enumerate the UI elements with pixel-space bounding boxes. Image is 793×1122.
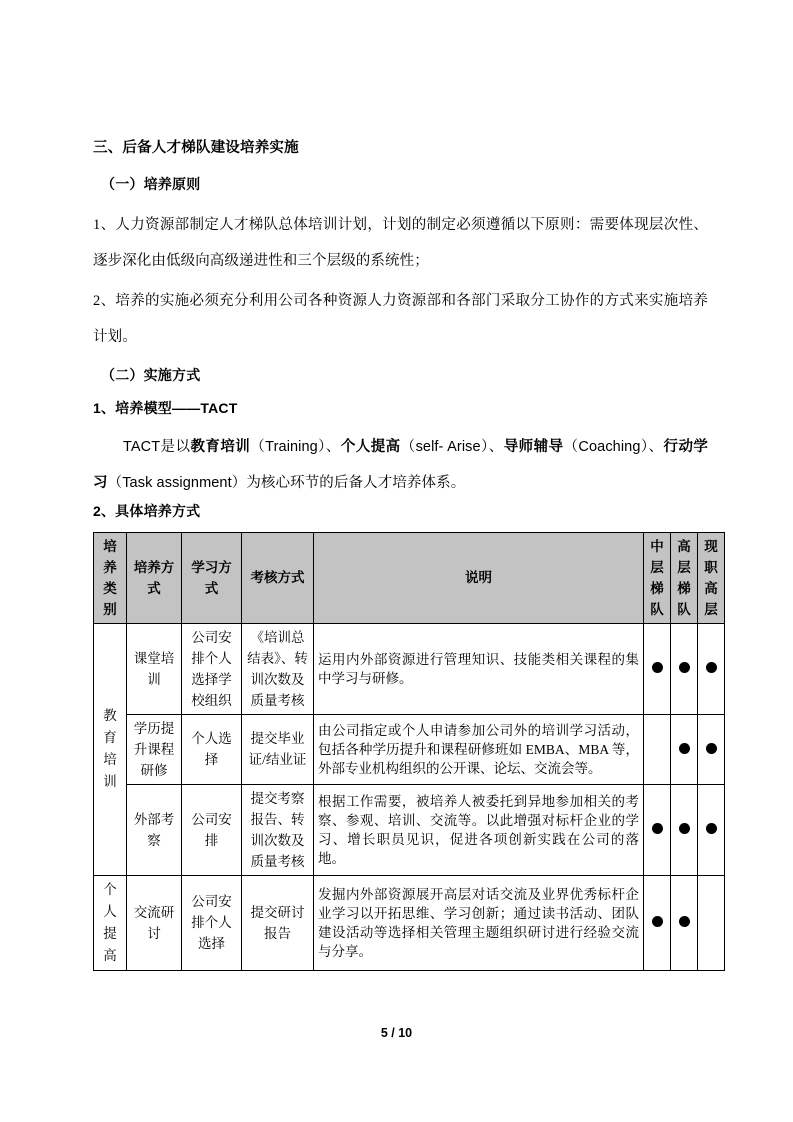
column-header-incumbent-senior-label: 现职高层 bbox=[704, 538, 718, 617]
column-header-senior-level-label: 高层梯队 bbox=[677, 538, 691, 617]
method-label: 课堂培训 bbox=[133, 650, 175, 687]
page-content bbox=[93, 138, 718, 971]
model-term-1-cn: 教育培训 bbox=[190, 438, 251, 455]
assessment-label: 提交毕业证/结业证 bbox=[248, 731, 307, 768]
category-label: 个人提高 bbox=[103, 881, 117, 963]
subsection-heading-methods: （二）实施方式 bbox=[101, 366, 201, 383]
assessment-label: 《培训总结表》、转训次数及质量考核 bbox=[247, 629, 308, 708]
filled-dot-icon bbox=[679, 743, 690, 754]
training-methods-table bbox=[93, 532, 725, 971]
model-term-3-cn: 导师辅导 bbox=[503, 438, 564, 455]
method-label: 交流研讨 bbox=[133, 904, 175, 941]
category-cell-education bbox=[94, 623, 127, 875]
model-term-2-en: （self- Arise） bbox=[400, 438, 489, 455]
section-heading: 三、后备人才梯队建设培养实施 bbox=[93, 140, 299, 156]
principle-paragraph-2: 2、培养的实施必须充分利用公司各种资源人力资源部和各部门采取分工协作的方式来实施培养计划。 bbox=[93, 292, 708, 345]
mark-cell-mid-level bbox=[644, 714, 671, 784]
assessment-label: 提交研讨报告 bbox=[250, 904, 305, 941]
table-row bbox=[94, 714, 725, 784]
mark-cell-mid-level bbox=[644, 784, 671, 875]
table-row bbox=[94, 623, 725, 714]
model-lead: TACT bbox=[123, 438, 161, 455]
assessment-label: 提交考察报告、转训次数及质量考核 bbox=[250, 790, 305, 869]
method-cell bbox=[127, 875, 182, 970]
filled-dot-icon bbox=[706, 662, 717, 673]
column-header-senior-level bbox=[671, 532, 698, 623]
column-header-description-label: 说明 bbox=[465, 570, 492, 586]
study-label: 公司安排个人选择 bbox=[191, 894, 232, 952]
filled-dot-icon bbox=[679, 916, 690, 927]
mark-cell-incumbent-senior bbox=[698, 875, 725, 970]
column-header-description bbox=[314, 532, 644, 623]
table-header-row bbox=[94, 532, 725, 623]
page-footer bbox=[0, 1026, 793, 1040]
table-row bbox=[94, 784, 725, 875]
column-header-mid-level-label: 中层梯队 bbox=[650, 538, 664, 617]
mark-cell-incumbent-senior bbox=[698, 623, 725, 714]
study-cell bbox=[182, 784, 242, 875]
model-heading: 1、培养模型——TACT bbox=[93, 399, 238, 416]
column-header-category-label: 培养类别 bbox=[103, 538, 117, 617]
study-cell bbox=[182, 714, 242, 784]
mark-cell-senior-level bbox=[671, 784, 698, 875]
column-header-category bbox=[94, 532, 127, 623]
filled-dot-icon bbox=[706, 823, 717, 834]
model-term-1-en: （Training） bbox=[250, 438, 326, 455]
method-cell bbox=[127, 784, 182, 875]
mark-cell-incumbent-senior bbox=[698, 714, 725, 784]
description-cell: 运用内外部资源进行管理知识、技能类相关课程的集中学习与研修。 bbox=[314, 623, 644, 714]
principle-paragraph-1: 1、人力资源部制定人才梯队总体培训计划，计划的制定必须遵循以下原则：需要体现层次性、逐步深化由低级向高级递进性和三个层级的系统性； bbox=[93, 216, 708, 269]
method-cell bbox=[127, 714, 182, 784]
assessment-cell bbox=[242, 875, 314, 970]
category-cell-personal bbox=[94, 875, 127, 970]
assessment-cell bbox=[242, 784, 314, 875]
method-label: 外部考察 bbox=[133, 811, 175, 848]
filled-dot-icon bbox=[652, 662, 663, 673]
filled-dot-icon bbox=[679, 662, 690, 673]
mark-cell-mid-level bbox=[644, 875, 671, 970]
study-label: 公司安排个人选择学校组织 bbox=[191, 629, 232, 708]
model-tail: 为核心环节的后备人才培养体系。 bbox=[246, 474, 466, 491]
mark-cell-senior-level bbox=[671, 714, 698, 784]
description-cell: 发掘内外部资源展开高层对话交流及业界优秀标杆企业学习以开拓思维、学习创新；通过读书活动、团队建设活动等选择相关管理主题组织研讨进行经验交流与分享。 bbox=[314, 875, 644, 970]
column-header-study-label: 学习方式 bbox=[191, 559, 232, 596]
column-header-incumbent-senior bbox=[698, 532, 725, 623]
column-header-study bbox=[182, 532, 242, 623]
method-cell bbox=[127, 623, 182, 714]
description-cell: 根据工作需要，被培养人被委托到异地参加相关的考察、参观、培训、交流等。以此增强对标杆企业的学习、增长职员见识，促进各项创新实践在公司的落地。 bbox=[314, 784, 644, 875]
model-sep-3: 、 bbox=[648, 438, 664, 455]
study-label: 公司安排 bbox=[191, 811, 232, 848]
category-label: 教育培训 bbox=[103, 708, 117, 790]
column-header-method bbox=[127, 532, 182, 623]
table-row bbox=[94, 875, 725, 970]
model-term-2-cn: 个人提高 bbox=[340, 438, 401, 455]
page-number: 5 / 10 bbox=[380, 1026, 413, 1040]
model-sep-1: 、 bbox=[325, 438, 341, 455]
model-term-4-en: （Task assignment） bbox=[107, 474, 247, 491]
mark-cell-incumbent-senior bbox=[698, 784, 725, 875]
description-cell: 由公司指定或个人申请参加公司外的培训学习活动，包括各种学历提升和课程研修班如 EMBA、MBA 等，外部专业机构组织的公开课、论坛、交流会等。 bbox=[314, 714, 644, 784]
mark-cell-mid-level bbox=[644, 623, 671, 714]
model-term-4-cn: 行动学习 bbox=[93, 438, 708, 491]
model-connector: 是以 bbox=[160, 438, 191, 455]
model-sep-2: 、 bbox=[488, 438, 504, 455]
filled-dot-icon bbox=[652, 916, 663, 927]
subsection-heading-principles: （一）培养原则 bbox=[101, 175, 201, 192]
filled-dot-icon bbox=[706, 743, 717, 754]
filled-dot-icon bbox=[679, 823, 690, 834]
method-label: 学历提升课程研修 bbox=[133, 720, 175, 778]
filled-dot-icon bbox=[652, 823, 663, 834]
column-header-assessment-label: 考核方式 bbox=[250, 570, 305, 586]
mark-cell-senior-level bbox=[671, 623, 698, 714]
column-header-mid-level bbox=[644, 532, 671, 623]
assessment-cell bbox=[242, 623, 314, 714]
column-header-method-label: 培养方式 bbox=[133, 559, 175, 596]
model-paragraph bbox=[93, 429, 708, 501]
study-cell bbox=[182, 623, 242, 714]
study-label: 个人选择 bbox=[191, 731, 232, 768]
model-term-3-en: （Coaching） bbox=[563, 438, 649, 455]
study-cell bbox=[182, 875, 242, 970]
mark-cell-senior-level bbox=[671, 875, 698, 970]
column-header-assessment bbox=[242, 532, 314, 623]
assessment-cell bbox=[242, 714, 314, 784]
methods-heading: 2、具体培养方式 bbox=[93, 502, 201, 519]
